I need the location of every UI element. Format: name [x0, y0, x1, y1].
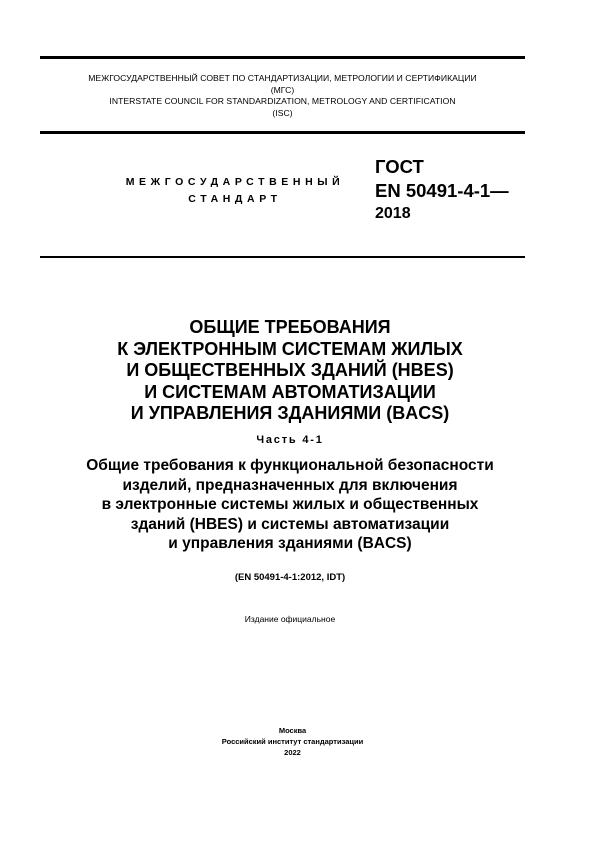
interstate-standard-label [100, 174, 370, 208]
top-divider [40, 56, 525, 59]
title-line: И УПРАВЛЕНИЯ ЗДАНИЯМИ (BACS) [130, 403, 450, 423]
council-name-en: INTERSTATE COUNCIL FOR STANDARDIZATION, METROLOGY AND CERTIFICATION [109, 96, 456, 106]
subtitle-line: Общие требования к функциональной безопасности [86, 457, 494, 474]
subtitle-line: и управления зданиями (BACS) [168, 535, 412, 552]
edition-note: Издание официальное [244, 614, 336, 624]
council-divider [40, 131, 525, 134]
standard-designation [375, 155, 509, 225]
gost-label: ГОСТ [375, 156, 424, 177]
interstate-line-2: СТАНДАРТ [188, 193, 282, 205]
gost-number: EN 50491-4-1— [375, 180, 509, 201]
council-abbr-ru: (МГС) [270, 84, 295, 95]
council-name-ru: МЕЖГОСУДАРСТВЕННЫЙ СОВЕТ ПО СТАНДАРТИЗАЦИИ, МЕТРОЛОГИИ И СЕРТИФИКАЦИИ [88, 73, 477, 83]
document-title [40, 317, 540, 425]
part-number: Часть 4-1 [256, 434, 324, 446]
subtitle-line: зданий (HBES) и системы автоматизации [130, 515, 450, 533]
title-line: И СИСТЕМАМ АВТОМАТИЗАЦИИ [144, 381, 436, 402]
council-abbr-en: (ISC) [272, 107, 293, 118]
subtitle-line: в электронные системы жилых и общественных [101, 496, 479, 513]
title-line: И ОБЩЕСТВЕННЫХ ЗДАНИЙ (HBES) [126, 360, 454, 380]
interstate-line-1: МЕЖГОСУДАРСТВЕННЫЙ [125, 176, 345, 188]
subtitle-line: изделий, предназначенных для включения [122, 476, 458, 494]
identity-reference: (EN 50491-4-1:2012, IDT) [234, 572, 346, 583]
publisher-city: Москва [278, 726, 307, 735]
council-header [40, 73, 525, 119]
publisher-block [40, 725, 545, 758]
title-line: ОБЩИЕ ТРЕБОВАНИЯ [189, 317, 391, 337]
title-line: К ЭЛЕКТРОННЫМ СИСТЕМАМ ЖИЛЫХ [117, 338, 463, 359]
publisher-year: 2022 [284, 748, 301, 757]
publisher-institute: Российский институт стандартизации [221, 737, 364, 746]
document-subtitle [30, 456, 550, 554]
gost-year: 2018 [375, 205, 411, 222]
header-divider [40, 256, 525, 258]
